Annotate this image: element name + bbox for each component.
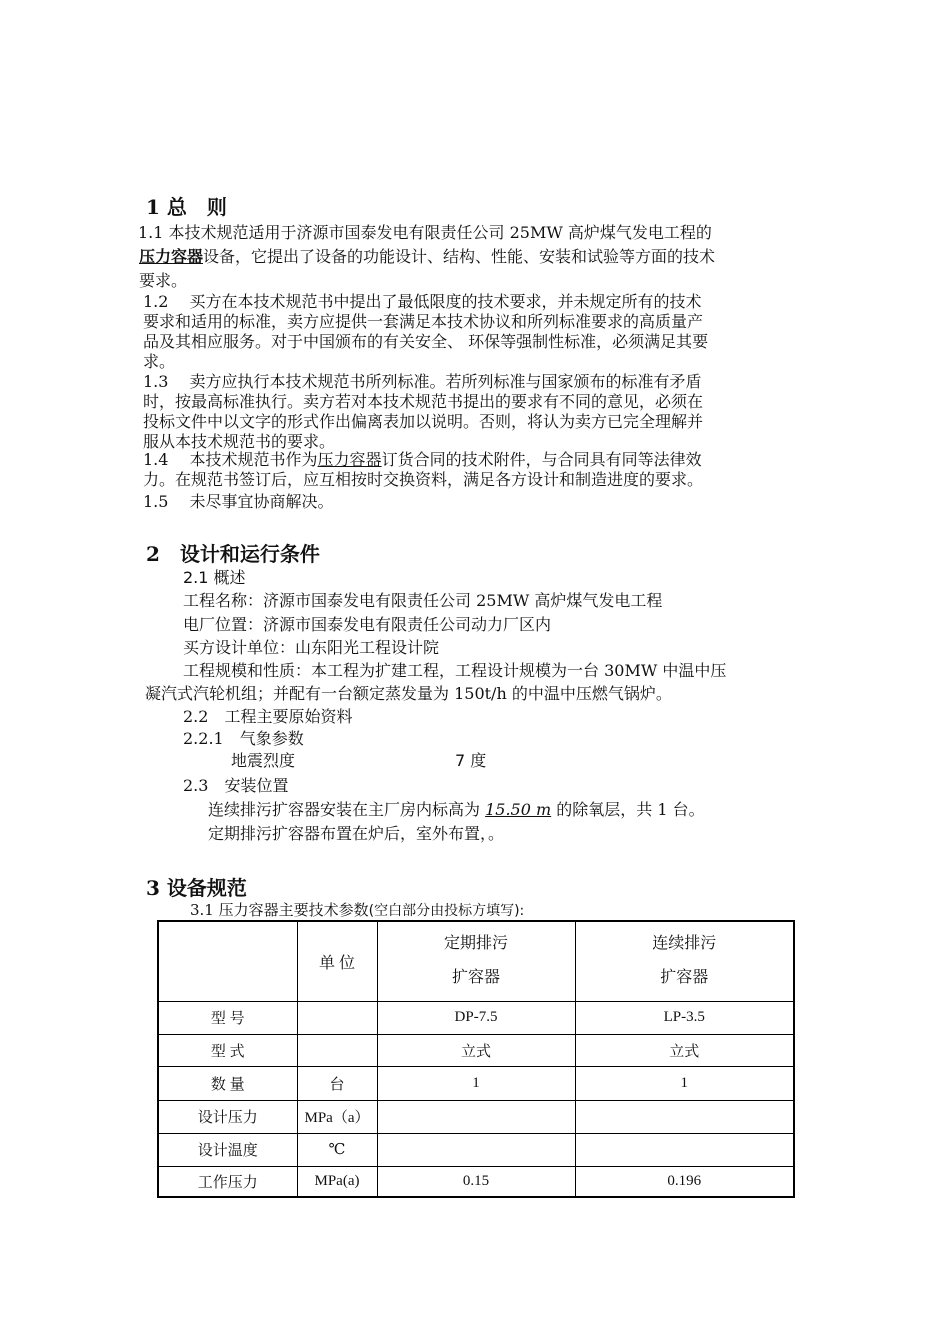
weather-heading: 2.2.1 气象参数 [183, 729, 304, 748]
para-1-1-line2: 压力容器设备，它提出了设备的功能设计、结构、性能、安装和试验等方面的技术 [139, 247, 716, 266]
table-caption: 3.1 压力容器主要技术参数(空白部分由投标方填写): [190, 901, 525, 919]
table-row [158, 1001, 794, 1034]
row-periodic-value: 1 [377, 1066, 575, 1100]
row-continuous-value: 0.196 [575, 1166, 794, 1197]
row-unit: MPa(a) [297, 1166, 377, 1197]
row-unit [297, 1001, 377, 1034]
header-periodic: 定期排污 扩容器 [377, 921, 575, 1001]
row-periodic-value [377, 1100, 575, 1133]
pressure-vessel-link: 压力容器 [139, 247, 204, 266]
row-label: 数 量 [158, 1066, 297, 1100]
row-label: 设计温度 [158, 1133, 297, 1166]
row-continuous-value [575, 1100, 794, 1133]
data-heading: 2.2 工程主要原始资料 [183, 707, 353, 726]
para-1-1-line3: 要求。 [139, 271, 188, 290]
section-3-heading: 3 设备规范 [146, 876, 247, 900]
overview-heading: 2.1 概述 [183, 568, 246, 587]
row-periodic-value [377, 1133, 575, 1166]
continuous-install: 连续排污扩容器安装在主厂房内标高为 15.50 m 的除氧层，共 1 台。 [208, 800, 705, 819]
row-label: 型 号 [158, 1001, 297, 1034]
pressure-vessel-link-2: 压力容器 [317, 450, 382, 469]
row-periodic-value: 0.15 [377, 1166, 575, 1197]
para-1-3: 1.3 卖方应执行本技术规范书所列标准。若所列标准与国家颁布的标准有矛盾 时，按最高标准执行。卖方若对本技术规范书提出的要求有不同的意见，必须在 投标文件中以文字的形式作出偏离表加以说明。否则，将认为卖方已完全理解并 服从本技术规范书的要求。 [143, 372, 704, 451]
table-header-row [158, 921, 794, 1001]
row-continuous-value: 1 [575, 1066, 794, 1100]
install-heading: 2.3 安装位置 [183, 776, 289, 795]
table-row [158, 1066, 794, 1100]
header-unit: 单 位 [297, 921, 377, 1001]
project-name: 工程名称：济源市国泰发电有限责任公司 25MW 高炉煤气发电工程 [183, 591, 663, 610]
row-periodic-value: 立式 [377, 1034, 575, 1066]
row-label: 工作压力 [158, 1166, 297, 1197]
table-row [158, 1034, 794, 1066]
table-row [158, 1166, 794, 1197]
section-2-heading: 2 设计和运行条件 [146, 542, 320, 566]
scale-line1: 工程规模和性质：本工程为扩建工程，工程设计规模为一台 30MW 中温中压 [183, 661, 727, 680]
para-1-4: 1.4 本技术规范书作为压力容器订货合同的技术附件，与合同具有同等法律效 力。在规范书签订后，应互相按时交换资料，满足各方设计和制造进度的要求。 [143, 450, 704, 489]
table-row [158, 1133, 794, 1166]
row-continuous-value: LP-3.5 [575, 1001, 794, 1034]
header-continuous: 连续排污 扩容器 [575, 921, 794, 1001]
elevation-value: 15.50 m [485, 800, 552, 819]
section-1-heading: 1 总 则 [146, 195, 227, 219]
row-unit: MPa（a） [297, 1100, 377, 1133]
periodic-install: 定期排污扩容器布置在炉后，室外布置，。 [208, 824, 505, 843]
para-1-5: 1.5 未尽事宜协商解决。 [143, 492, 334, 511]
scale-line2: 凝汽式汽轮机组；并配有一台额定蒸发量为 150t/h 的中温中压燃气锅炉。 [145, 684, 672, 703]
plant-location: 电厂位置：济源市国泰发电有限责任公司动力厂区内 [183, 615, 552, 634]
row-label: 型 式 [158, 1034, 297, 1066]
para-1-1-line1: 1.1 本技术规范适用于济源市国泰发电有限责任公司 25MW 高炉煤气发电工程的 [138, 223, 712, 242]
row-continuous-value [575, 1133, 794, 1166]
row-unit [297, 1034, 377, 1066]
row-continuous-value: 立式 [575, 1034, 794, 1066]
row-unit: ℃ [297, 1133, 377, 1166]
row-label: 设计压力 [158, 1100, 297, 1133]
para-1-2: 1.2 买方在本技术规范书中提出了最低限度的技术要求，并未规定所有的技术 要求和适用的标准，卖方应提供一套满足本技术协议和所列标准要求的高质量产 品及其相应服务。对于中国颁布的有关安全、 环保等强制性标准，必须满足其要 求。 [143, 292, 709, 371]
header-blank [158, 921, 297, 1001]
spec-table [157, 920, 795, 1198]
table-row [158, 1100, 794, 1133]
seismic-value: 7 度 [455, 751, 487, 770]
row-unit: 台 [297, 1066, 377, 1100]
buyer-designer: 买方设计单位：山东阳光工程设计院 [183, 638, 440, 657]
seismic-label: 地震烈度 [231, 751, 296, 770]
row-periodic-value: DP-7.5 [377, 1001, 575, 1034]
